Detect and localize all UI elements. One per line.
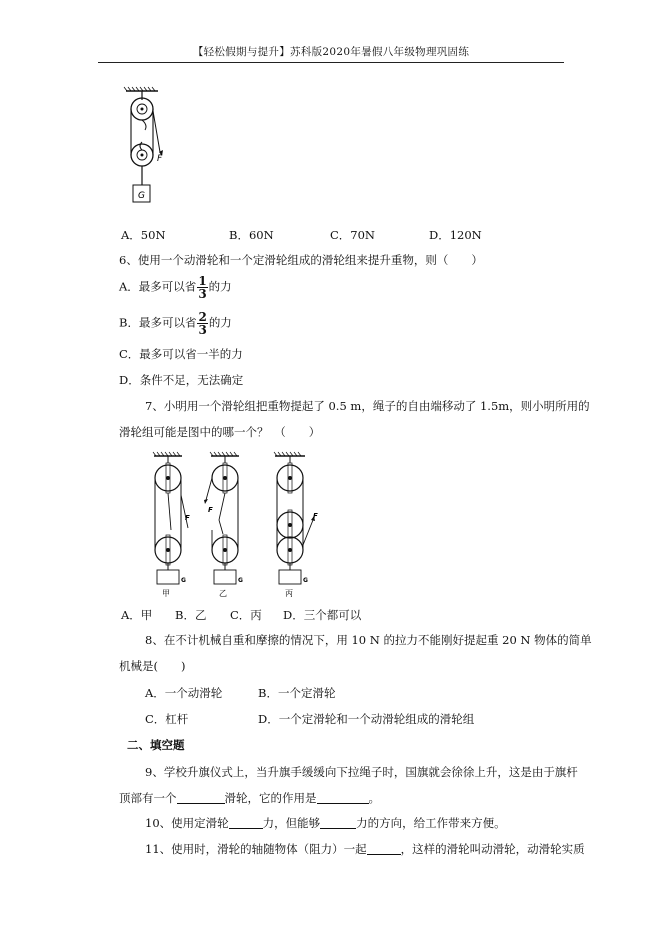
fraction-denominator: 3 (198, 323, 207, 337)
q9-line-1: 9、学校升旗仪式上，当升旗手缓缓向下拉绳子时，国旗就会徐徐上升，这是由于旗杆 (145, 765, 578, 779)
q9-text-post: 。 (368, 791, 380, 805)
q7-fig-bing-label: 丙 (285, 589, 293, 598)
q7-fig-yi-force: F (208, 506, 213, 514)
q7-fig-jia-weight: G (181, 577, 186, 584)
q9-blank-2[interactable] (317, 791, 369, 804)
q6-option-b (119, 312, 232, 335)
q7-fig-jia-force: F (185, 514, 190, 522)
q7-option-c: C．丙 (230, 608, 262, 622)
page-header: 【轻松假期与提升】苏科版2020年暑假八年级物理巩固练 (192, 46, 470, 58)
q9-text-pre: 顶部有一个 (119, 791, 177, 805)
q6-option-a-suffix: 的力 (208, 279, 232, 294)
q11-line (145, 841, 585, 857)
section-2-title: 二、填空题 (127, 738, 185, 752)
q10-blank-2[interactable] (320, 816, 356, 829)
q10-text-post: 力的方向，给工作带来方便。 (356, 816, 506, 830)
q10-blank-1[interactable] (229, 816, 263, 829)
q9-text-mid: 滑轮，它的作用是 (224, 791, 317, 805)
q6-option-a (119, 276, 232, 299)
q6-option-a-text: A．最多可以省 (119, 279, 197, 294)
q5-option-d: D．120N (429, 228, 482, 242)
q8-option-c: C．杠杆 (145, 712, 189, 726)
q6-option-c: C．最多可以省一半的力 (119, 347, 243, 361)
q10-text-pre: 10、使用定滑轮 (145, 816, 229, 830)
q7-fig-bing-force: F (313, 512, 318, 520)
q8-option-a: A．一个动滑轮 (145, 686, 223, 700)
header-rule (98, 62, 564, 63)
q7-line-1: 7、小明用一个滑轮组把重物提起了 0.5 m，绳子的自由端移动了 1.5m，则小明所用的 (145, 399, 590, 413)
q11-text-post: ，这样的滑轮叫动滑轮，动滑轮实质 (400, 842, 585, 856)
top-figure-weight-label: G (138, 191, 145, 201)
fraction-numerator: 1 (198, 274, 207, 288)
q9-line-2 (119, 790, 380, 806)
q6-option-d: D．条件不足，无法确定 (119, 373, 244, 387)
q6-option-b-suffix: 的力 (208, 315, 232, 330)
q7-fig-bing-weight: G (303, 577, 308, 584)
q7-fig-jia-label: 甲 (162, 589, 170, 598)
fraction-denominator: 3 (198, 287, 207, 301)
pulley-figure-q7 (148, 450, 333, 600)
q5-option-c: C．70N (330, 228, 375, 242)
fraction-one-third (197, 276, 207, 299)
q8-option-b: B．一个定滑轮 (258, 686, 336, 700)
q10-text-mid: 力，但能够 (262, 816, 321, 830)
q6-option-b-text: B．最多可以省 (119, 315, 197, 330)
q7-option-d: D．三个都可以 (283, 608, 362, 622)
q7-option-a: A．甲 (121, 608, 153, 622)
q11-blank-1[interactable] (367, 842, 401, 855)
q6-stem: 6、使用一个动滑轮和一个定滑轮组成的滑轮组来提升重物，则（ ） (119, 253, 483, 267)
q7-line-2: 滑轮组可能是图中的哪一个？ （ ） (119, 425, 321, 439)
q8-option-d: D．一个定滑轮和一个动滑轮组成的滑轮组 (258, 712, 475, 726)
q5-option-b: B．60N (229, 228, 274, 242)
q7-fig-yi-weight: G (238, 577, 243, 584)
pulley-figure-top (118, 86, 178, 208)
top-figure-force-label: F (157, 154, 163, 164)
q7-fig-yi-label: 乙 (219, 589, 227, 598)
fraction-two-thirds (197, 312, 207, 335)
q8-line-2: 机械是( ) (119, 659, 186, 673)
q11-text-pre: 11、使用时，滑轮的轴随物体（阻力）一起 (145, 842, 367, 856)
q5-option-a: A．50N (121, 228, 166, 242)
q8-line-1: 8、在不计机械自重和摩擦的情况下，用 10 N 的拉力不能刚好提起重 20 N 物体的简单 (145, 633, 592, 647)
q10-line (145, 815, 506, 831)
q9-blank-1[interactable] (177, 791, 225, 804)
q7-option-b: B．乙 (175, 608, 207, 622)
fraction-numerator: 2 (198, 310, 207, 324)
